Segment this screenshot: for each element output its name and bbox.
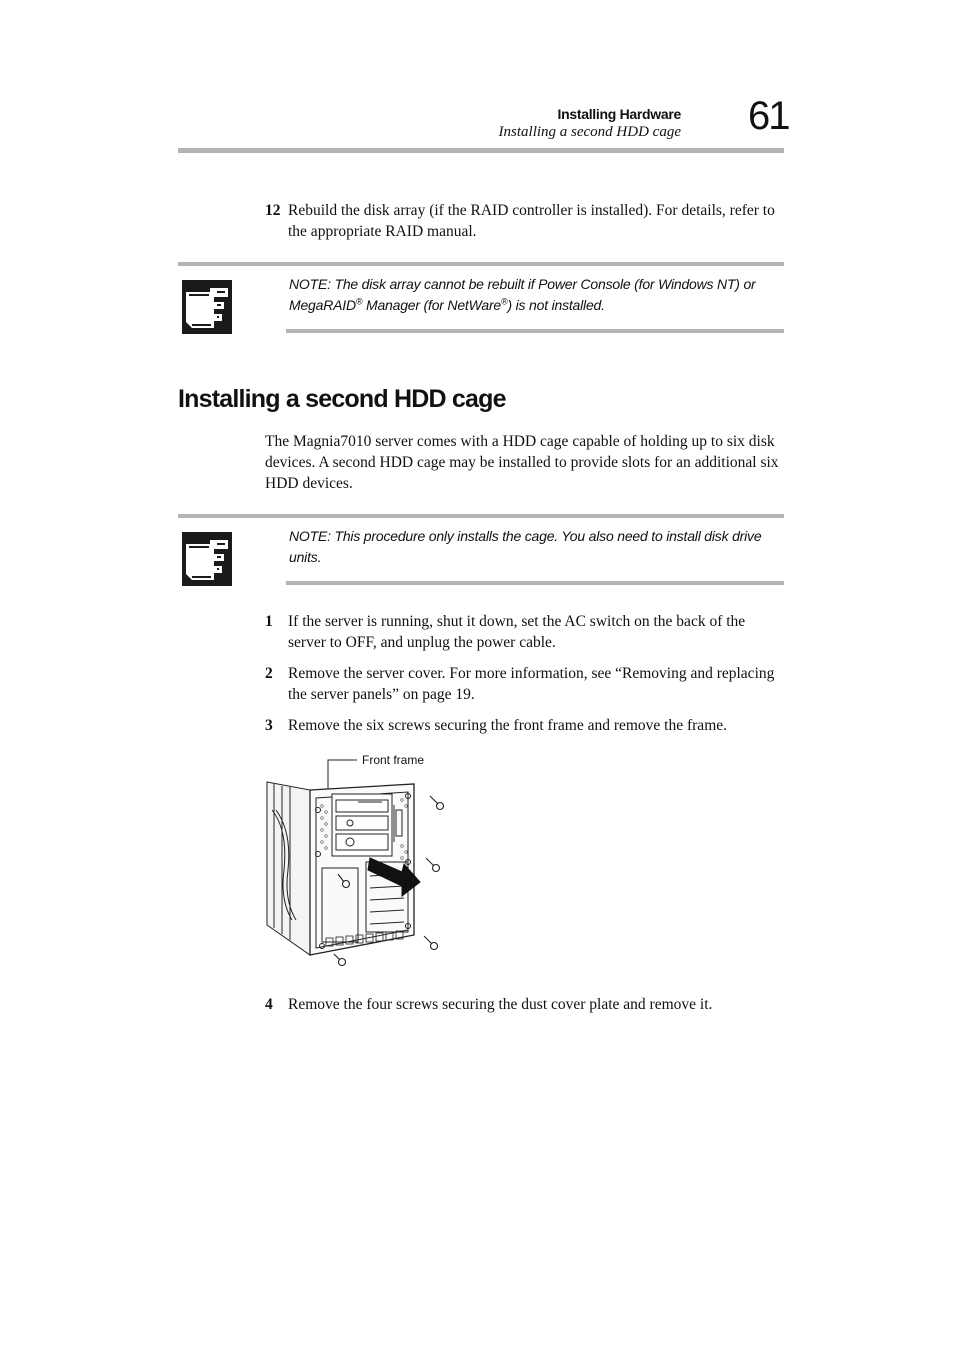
step-3: [265, 715, 785, 736]
note-rule-bottom: [286, 329, 784, 333]
step-number: 12: [265, 202, 281, 219]
step-text: Remove the server cover. For more information, see “Removing and replacing the server panels” on page 19.: [288, 665, 775, 703]
note-rule-bottom: [286, 581, 784, 585]
figure-callout-label: Front frame: [362, 753, 425, 767]
step-text: If the server is running, shut it down, set the AC switch on the back of the server to OFF, and unplug the power cable.: [288, 613, 746, 651]
step-4: [265, 994, 785, 1015]
step-text: Remove the six screws securing the front frame and remove the frame.: [288, 717, 728, 734]
note-rule-top: [178, 514, 784, 518]
step-1: [265, 611, 785, 653]
note-text: NOTE: The disk array cannot be rebuilt if Power Console (for Windows NT) or MegaRAID® Manager (for NetWare®) is not installed.: [289, 276, 756, 313]
page-number: 61: [748, 94, 789, 138]
step-2: [265, 663, 785, 705]
step-12: [265, 200, 785, 242]
step-text: Rebuild the disk array (if the RAID controller is installed). For details, refer to the appropriate RAID manual.: [288, 202, 775, 240]
server-front-frame-illustration: [262, 750, 452, 975]
section-title: Installing a second HDD cage: [178, 385, 506, 413]
step-text: Remove the four screws securing the dust cover plate and remove it.: [288, 996, 713, 1013]
step-number: 2: [265, 665, 273, 682]
step-number: 4: [265, 996, 273, 1013]
note-rule-top: [178, 262, 784, 266]
running-header-section: Installing a second HDD cage: [498, 124, 681, 140]
step-number: 3: [265, 717, 273, 734]
note-text: NOTE: This procedure only installs the cage. You also need to install disk drive units.: [289, 528, 762, 565]
step-number: 1: [265, 613, 273, 630]
running-header-chapter: Installing Hardware: [557, 106, 681, 122]
header-rule: [178, 148, 784, 153]
section-intro: The Magnia7010 server comes with a HDD cage capable of holding up to six disk devices. A second HDD cage may be installed to provide slots for an additional six HDD devices.: [265, 433, 779, 492]
pointing-hand-icon: [180, 278, 234, 336]
pointing-hand-icon: [180, 530, 234, 588]
